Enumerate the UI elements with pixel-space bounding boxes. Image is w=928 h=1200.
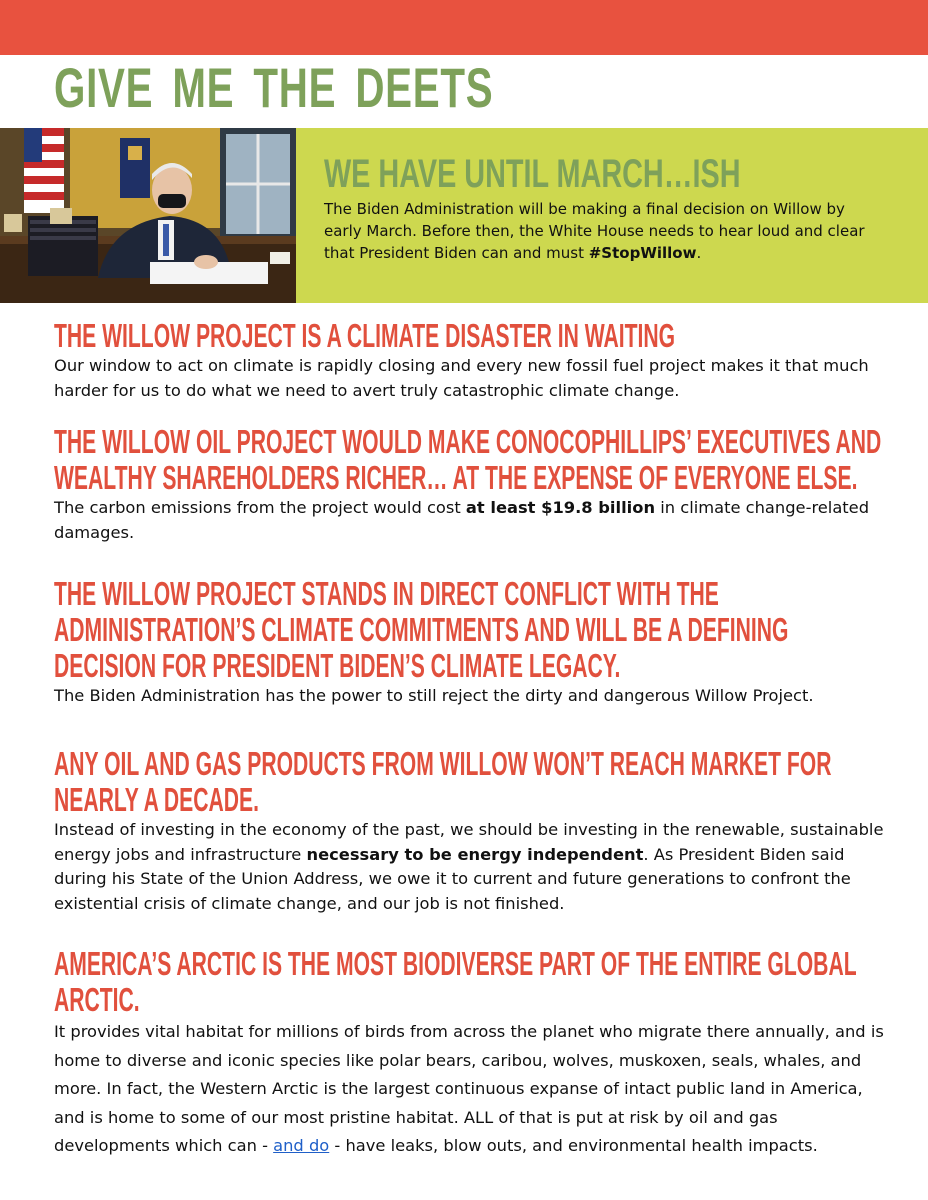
section-text-end: in climate change-related damages. <box>54 498 870 542</box>
section-heading: THE WILLOW OIL PROJECT WOULD MAKE CONOCOPHILLIPS’ EXECUTIVES AND WEALTHY SHAREHOLDERS RICHER… AT THE EXPENSE OF EVERYONE ELSE. <box>54 423 882 496</box>
and-do-link[interactable]: and do <box>273 1136 330 1156</box>
section-heading: THE WILLOW PROJECT IS A CLIMATE DISASTER IN WAITING <box>54 317 676 354</box>
section-body <box>54 818 884 916</box>
top-color-bar <box>0 0 928 55</box>
section-emphasis: at least $19.8 billion <box>465 498 656 517</box>
section-emphasis: necessary to be energy independent <box>306 844 644 864</box>
section-market-delay <box>54 746 884 916</box>
page-title: GIVE ME THE DEETS <box>54 56 494 119</box>
callout-heading: WE HAVE UNTIL MARCH…ISH <box>324 152 741 196</box>
section-text: It provides vital habitat for millions of birds from across the planet who migrate there annually, and is home to diverse and iconic species like polar bears, caribou, wolves, muskoxen, seals, whales, and more. In fact, the Western Arctic is the largest continuous expanse of intact public land in America, and is home to some of our most pristine habitat. ALL of that is put at risk by oil and gas developments which can - <box>54 1022 884 1156</box>
section-text-end: - have leaks, blow outs, and environmental health impacts. <box>329 1136 818 1156</box>
section-text: The Biden Administration has the power to still reject the dirty and dangerous Willow Project. <box>54 686 814 705</box>
deadline-callout <box>296 128 928 303</box>
section-heading: THE WILLOW PROJECT STANDS IN DIRECT CONFLICT WITH THE ADMINISTRATION’S CLIMATE COMMITMENTS AND WILL BE A DEFINING DECISION FOR PRESIDENT BIDEN’S CLIMATE LEGACY. <box>54 575 789 684</box>
section-body <box>54 496 884 545</box>
section-body <box>54 1018 884 1161</box>
callout-text-end: . <box>696 244 702 262</box>
section-climate-disaster <box>54 318 884 403</box>
section-text-end: . As President Biden said during his State of the Union Address, we owe it to current and future generations to confront the existential crisis of climate change, and our job is not finished. <box>54 844 851 913</box>
hero-photo <box>0 128 296 303</box>
section-conocophillips <box>54 424 884 545</box>
callout-hashtag: #StopWillow <box>588 244 697 262</box>
section-heading: ANY OIL AND GAS PRODUCTS FROM WILLOW WON’T REACH MARKET FOR NEARLY A DECADE. <box>54 745 832 818</box>
section-text: The carbon emissions from the project would cost <box>54 498 466 517</box>
callout-body <box>324 198 884 264</box>
section-heading: AMERICA’S ARCTIC IS THE MOST BIODIVERSE PART OF THE ENTIRE GLOBAL ARCTIC. <box>54 945 857 1018</box>
section-body <box>54 354 884 403</box>
section-text: Instead of investing in the economy of the past, we should be investing in the renewable, sustainable energy jobs and infrastructure <box>54 820 884 864</box>
section-climate-commitments <box>54 576 884 709</box>
section-body <box>54 684 884 709</box>
section-text: Our window to act on climate is rapidly closing and every new fossil fuel project makes it that much harder for us to do what we need to avert truly catastrophic climate change. <box>54 356 869 400</box>
section-biodiversity <box>54 946 884 1161</box>
callout-text: The Biden Administration will be making a final decision on Willow by early March. Before then, the White House needs to hear loud and clear that President Biden can and must <box>324 200 865 262</box>
